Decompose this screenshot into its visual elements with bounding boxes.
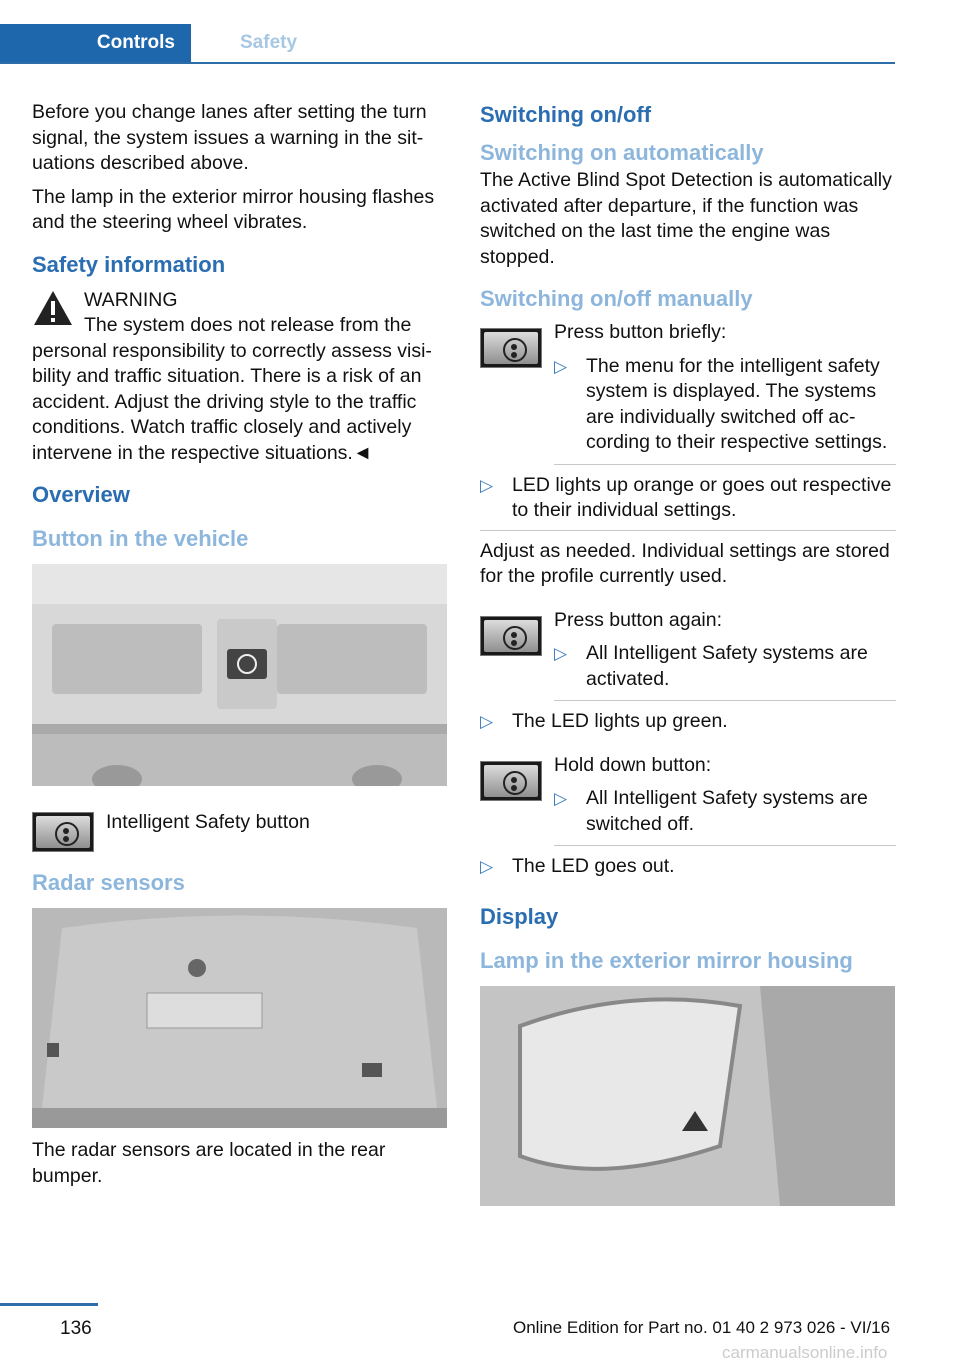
heading-button-in-vehicle: Button in the vehicle (32, 526, 249, 551)
list-item: ▷ LED lights up orange or goes out respective to their individual settings. (480, 473, 892, 521)
header-tabs (0, 24, 895, 64)
radar-text: The radar sensors are located in the rear bumper. (32, 1139, 386, 1187)
auto-text: The Active Blind Spot Detection is automatically activated after departure, if the function was switched on the last time the engine was stopped. (480, 169, 892, 268)
page-number: 136 (60, 1318, 92, 1339)
footer-line (0, 1303, 98, 1306)
list-item: ▷ The LED lights up green. (480, 709, 896, 735)
button-caption: Intelligent Safety button (106, 811, 310, 833)
press-again-row (480, 608, 896, 693)
intelligent-safety-button-icon (480, 616, 542, 656)
warning-block (32, 288, 448, 467)
list-item: ▷ All Intelligent Safety systems are activated. (554, 642, 868, 690)
heading-switching-manual: Switching on/off manually (480, 286, 753, 311)
bullet-arrow-icon: ▷ (554, 789, 568, 808)
heading-safety-information: Safety information (32, 251, 226, 277)
rear-bumper-photo (32, 908, 447, 1128)
bullet-arrow-icon: ▷ (554, 644, 568, 663)
adjust-text: Adjust as needed. Individual settings are stored for the profile currently used. (480, 539, 890, 587)
bullet-arrow-icon: ▷ (480, 475, 494, 495)
edition-text: Online Edition for Part no. 01 40 2 973 026 - VI/16 (513, 1318, 891, 1337)
divider (554, 700, 896, 701)
tab-safety[interactable]: Safety (240, 32, 298, 53)
left-column (32, 100, 448, 1197)
heading-lamp-mirror: Lamp in the exterior mirror housing (480, 947, 853, 973)
paragraph-lane-change: Before you change lanes after setting the turn signal, the system issues a warning in the situations described above. (32, 101, 427, 174)
list-item: ▷ The menu for the intelligent safety system is displayed. The systems are individually switched off according to their respective settings. (554, 354, 888, 453)
divider (554, 464, 896, 465)
list-item: ▷ All Intelligent Safety systems are switched off. (554, 787, 868, 835)
dashboard-photo (32, 564, 447, 786)
press-briefly-text: Press button briefly: (554, 321, 727, 343)
warning-title: WARNING (84, 288, 178, 311)
intelligent-safety-button-icon (480, 761, 542, 801)
heading-switching: Switching on/off (480, 102, 652, 127)
heading-radar-sensors: Radar sensors (32, 870, 185, 895)
warning-text: The system does not release from the personal responsibility to correctly assess visibility and traffic situation. There is a risk of an accident. Adjust the driving style to the traffic conditions. Watch traffic closely and actively intervene in the respective situations.◄ (32, 314, 432, 464)
hold-down-text: Hold down button: (554, 753, 712, 776)
paragraph-lamp-flash: The lamp in the exterior mirror housing flashes and the steering wheel vibrates. (32, 185, 435, 233)
intelligent-safety-button-icon (480, 328, 542, 368)
heading-overview: Overview (32, 482, 130, 507)
heading-display: Display (480, 903, 559, 929)
press-again-text: Press button again: (554, 608, 723, 631)
divider (554, 845, 896, 846)
bullet-arrow-icon: ▷ (480, 712, 494, 731)
heading-switching-auto: Switching on automatically (480, 140, 764, 165)
hold-down-row (480, 753, 896, 838)
mirror-photo (480, 986, 895, 1206)
press-briefly-row (480, 320, 896, 456)
bullet-arrow-icon: ▷ (554, 356, 568, 376)
right-column (480, 100, 896, 1216)
bullet-arrow-icon: ▷ (480, 857, 494, 876)
intelligent-safety-button-row (32, 804, 448, 854)
divider (480, 530, 896, 531)
watermark: carmanualsonline.info (722, 1343, 888, 1362)
list-item: ▷ The LED goes out. (480, 854, 896, 880)
tab-controls[interactable]: Controls (0, 24, 191, 62)
intelligent-safety-button-icon (32, 812, 94, 852)
warning-icon (32, 288, 74, 328)
